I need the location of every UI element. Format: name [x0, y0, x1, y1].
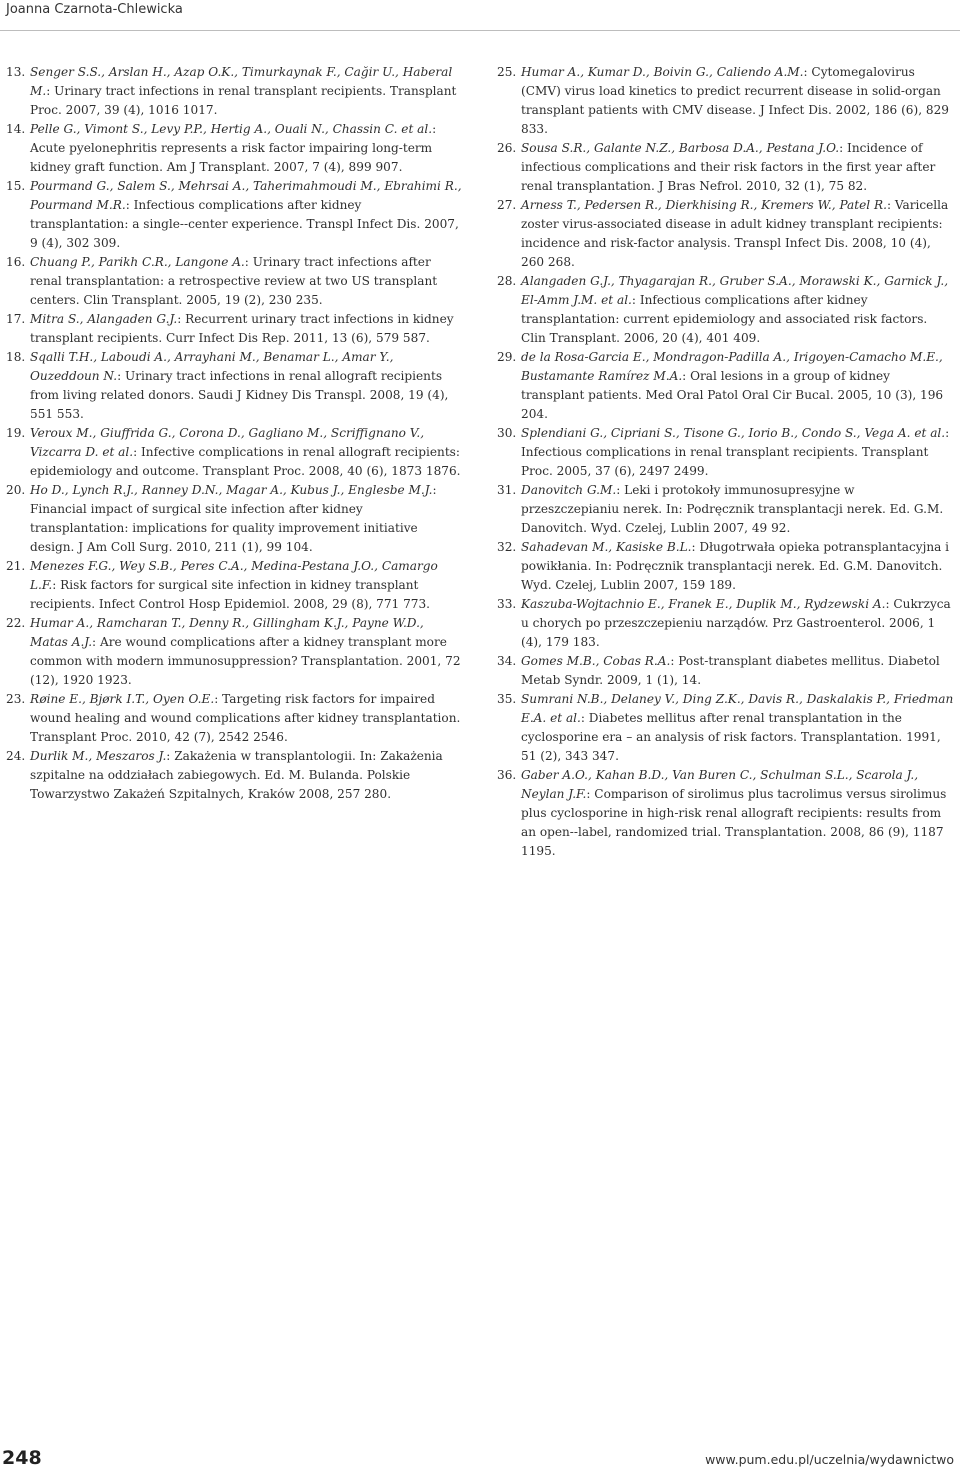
reference-number: 22. — [6, 616, 26, 630]
reference-number: 35. — [497, 692, 517, 706]
reference-authors: Pourmand G., Salem S., Mehrsai A., Taherimahmoudi M., Ebrahimi R., Pourmand M.R. — [30, 179, 462, 212]
reference-item — [6, 120, 462, 177]
reference-item — [6, 177, 462, 253]
reference-authors: Arness T., Pedersen R., Dierkhising R., Kremers W., Patel R. — [521, 198, 887, 212]
reference-authors: Gomes M.B., Cobas R.A. — [521, 654, 671, 668]
reference-item — [497, 481, 955, 538]
reference-item — [497, 690, 955, 766]
reference-text: : Infectious complications after kidney transplantation: current epidemiology and associated risk factors. Clin Transplant. 2006, 20 (4), 401 409. — [521, 293, 928, 345]
reference-number: 15. — [6, 179, 26, 193]
reference-item — [6, 310, 462, 348]
reference-authors: Sumrani N.B., Delaney V., Ding Z.K., Davis R., Daskalakis P., Friedman E.A. et al. — [521, 692, 954, 725]
reference-item — [6, 481, 462, 557]
reference-item — [497, 139, 955, 196]
reference-text: : Incidence of infectious complications and their risk factors in the first year after renal transplantation. J Bras Nefrol. 2010, 32 (1), 75 82. — [521, 141, 936, 193]
reference-authors: Alangaden G.J., Thyagarajan R., Gruber S.A., Morawski K., Garnick J., El-Amm J.M. et al. — [521, 274, 949, 307]
reference-number: 18. — [6, 350, 26, 364]
reference-authors: Gaber A.O., Kahan B.D., Van Buren C., Schulman S.L., Scarola J., Neylan J.F. — [521, 768, 919, 801]
reference-text: : Recurrent urinary tract infections in kidney transplant recipients. Curr Infect Dis Rep. 2011, 13 (6), 579 587. — [30, 312, 454, 345]
reference-item — [497, 766, 955, 861]
reference-number: 20. — [6, 483, 26, 497]
reference-item — [497, 63, 955, 139]
reference-text: : Długotrwała opieka potransplantacyjna i powikłania. In: Podręcznik transplantacji nerek. Ed. G.M. Danovitch. Wyd. Czelej, Lublin 2007, 159 189. — [521, 540, 950, 592]
reference-number: 33. — [497, 597, 517, 611]
reference-number: 17. — [6, 312, 26, 326]
reference-authors: Ho D., Lynch R.J., Ranney D.N., Magar A., Kubus J., Englesbe M.J. — [30, 483, 433, 497]
reference-number: 25. — [497, 65, 517, 79]
reference-item — [6, 690, 462, 747]
publisher-url-link[interactable]: www.pum.edu.pl/uczelnia/wydawnictwo — [705, 1452, 954, 1467]
reference-text: : Targeting risk factors for impaired wound healing and wound complications after kidney transplantation. Transplant Proc. 2010, 42 (7), 2542 2546. — [30, 692, 461, 744]
reference-item — [6, 348, 462, 424]
reference-authors: Splendiani G., Cipriani S., Tisone G., Iorio B., Condo S., Vega A. et al. — [521, 426, 946, 440]
reference-number: 26. — [497, 141, 517, 155]
reference-authors: Chuang P., Parikh C.R., Langone A. — [30, 255, 245, 269]
reference-item — [497, 196, 955, 272]
reference-number: 31. — [497, 483, 517, 497]
reference-text: : Urinary tract infections in renal allograft recipients from living related donors. Saudi J Kidney Dis Transpl. 2008, 19 (4), 551 553. — [30, 369, 449, 421]
reference-text: : Leki i protokoły immunosupresyjne w przeszczepianiu nerek. In: Podręcznik transplantacji nerek. Ed. G.M. Danovitch. Wyd. Czelej, Lublin 2007, 49 92. — [521, 483, 944, 535]
reference-authors: Kaszuba-Wojtachnio E., Franek E., Duplik M., Rydzewski A. — [521, 597, 886, 611]
reference-authors: Pelle G., Vimont S., Levy P.P., Hertig A., Ouali N., Chassin C. et al. — [30, 122, 433, 136]
reference-authors: Mitra S., Alangaden G.J. — [30, 312, 178, 326]
reference-authors: Sousa S.R., Galante N.Z., Barbosa D.A., Pestana J.O. — [521, 141, 840, 155]
reference-number: 32. — [497, 540, 517, 554]
reference-authors: Durlik M., Meszaros J. — [30, 749, 167, 763]
reference-item — [6, 614, 462, 690]
reference-text: : Diabetes mellitus after renal transplantation in the cyclosporine era – an analysis of risk factors. Transplantation. 1991, 51 (2), 343 347. — [521, 711, 941, 763]
reference-item — [497, 272, 955, 348]
reference-authors: Humar A., Kumar D., Boivin G., Caliendo A.M. — [521, 65, 804, 79]
reference-number: 28. — [497, 274, 517, 288]
reference-text: : Infective complications in renal allograft recipients: epidemiology and outcome. Transplant Proc. 2008, 40 (6), 1873 1876. — [30, 445, 461, 478]
reference-text: : Infectious complications after kidney transplantation: a single--center experience. Transpl Infect Dis. 2007, 9 (4), 302 309. — [30, 198, 459, 250]
running-header-author: Joanna Czarnota-Chlewicka — [6, 2, 183, 17]
reference-text: : Acute pyelonephritis represents a risk factor impairing long-term kidney graft function. Am J Transplant. 2007, 7 (4), 899 907. — [30, 122, 437, 174]
page-number: 248 — [2, 1447, 42, 1469]
reference-text: : Comparison of sirolimus plus tacrolimus versus sirolimus plus cyclosporine in high-risk renal allograft recipients: results from an open--label, randomized trial. Transplantation. 2008, 86 (9), 1187 1195. — [521, 787, 947, 858]
reference-number: 14. — [6, 122, 26, 136]
reference-text: : Post-transplant diabetes mellitus. Diabetol Metab Syndr. 2009, 1 (1), 14. — [521, 654, 940, 687]
reference-number: 16. — [6, 255, 26, 269]
reference-text: : Zakażenia w transplantologii. In: Zakażenia szpitalne na oddziałach zabiegowych. Ed. M. Bulanda. Polskie Towarzystwo Zakażeń Szpitalnych, Kraków 2008, 257 280. — [30, 749, 443, 801]
references-left-column — [6, 63, 462, 804]
reference-text: : Varicella zoster virus-associated disease in adult kidney transplant recipients: incidence and risk-factor analysis. Transpl Infect Dis. 2008, 10 (4), 260 268. — [521, 198, 949, 269]
reference-authors: Røine E., Bjørk I.T., Oyen O.E. — [30, 692, 215, 706]
reference-number: 29. — [497, 350, 517, 364]
reference-authors: Menezes F.G., Wey S.B., Peres C.A., Medina-Pestana J.O., Camargo L.F. — [30, 559, 438, 592]
reference-text: : Urinary tract infections in renal transplant recipients. Transplant Proc. 2007, 39 (4), 1016 1017. — [30, 84, 457, 117]
reference-text: : Oral lesions in a group of kidney transplant patients. Med Oral Patol Oral Cir Bucal. 2005, 10 (3), 196 204. — [521, 369, 944, 421]
reference-number: 23. — [6, 692, 26, 706]
reference-item — [6, 63, 462, 120]
reference-item — [6, 424, 462, 481]
reference-text: : Cytomegalovirus (CMV) virus load kinetics to predict recurrent disease in solid-organ transplant patients with CMV disease. J Infect Dis. 2002, 186 (6), 829 833. — [521, 65, 949, 136]
reference-item — [497, 348, 955, 424]
reference-number: 24. — [6, 749, 26, 763]
reference-authors: Humar A., Ramcharan T., Denny R., Gillingham K.J., Payne W.D., Matas A.J. — [30, 616, 424, 649]
reference-item — [497, 538, 955, 595]
reference-number: 13. — [6, 65, 26, 79]
reference-number: 19. — [6, 426, 26, 440]
reference-number: 36. — [497, 768, 517, 782]
reference-authors: Sahadevan M., Kasiske B.L. — [521, 540, 692, 554]
reference-authors: Sqalli T.H., Laboudi A., Arrayhani M., Benamar L., Amar Y., Ouzeddoun N. — [30, 350, 394, 383]
reference-authors: de la Rosa-Garcia E., Mondragon-Padilla A., Irigoyen-Camacho M.E., Bustamante Ramírez M.A. — [521, 350, 943, 383]
reference-item — [497, 424, 955, 481]
reference-text: : Financial impact of surgical site infection after kidney transplantation: implications for quality improvement initiative design. J Am Coll Surg. 2010, 211 (1), 99 104. — [30, 483, 437, 554]
reference-number: 34. — [497, 654, 517, 668]
reference-number: 27. — [497, 198, 517, 212]
reference-text: : Infectious complications in renal transplant recipients. Transplant Proc. 2005, 37 (6), 2497 2499. — [521, 426, 950, 478]
reference-item — [497, 652, 955, 690]
reference-number: 30. — [497, 426, 517, 440]
reference-text: : Risk factors for surgical site infection in kidney transplant recipients. Infect Control Hosp Epidemiol. 2008, 29 (8), 771 773. — [30, 578, 431, 611]
reference-authors: Senger S.S., Arslan H., Azap O.K., Timurkaynak F., Cağir U., Haberal M. — [30, 65, 453, 98]
reference-item — [6, 253, 462, 310]
reference-authors: Veroux M., Giuffrida G., Corona D., Gagliano M., Scriffignano V., Vizcarra D. et al. — [30, 426, 425, 459]
reference-text: : Cukrzyca u chorych po przeszczepieniu narządów. Prz Gastroenterol. 2006, 1 (4), 179 183. — [521, 597, 951, 649]
reference-item — [497, 595, 955, 652]
references-right-column — [497, 63, 955, 861]
reference-text: : Are wound complications after a kidney transplant more common with modern immunosuppression? Transplantation. 2001, 72 (12), 1920 1923. — [30, 635, 461, 687]
reference-number: 21. — [6, 559, 26, 573]
reference-item — [6, 557, 462, 614]
reference-authors: Danovitch G.M. — [521, 483, 617, 497]
reference-text: : Urinary tract infections after renal transplantation: a retrospective review at two US transplant centers. Clin Transplant. 2005, 19 (2), 230 235. — [30, 255, 438, 307]
running-header — [0, 0, 960, 31]
reference-item — [6, 747, 462, 804]
